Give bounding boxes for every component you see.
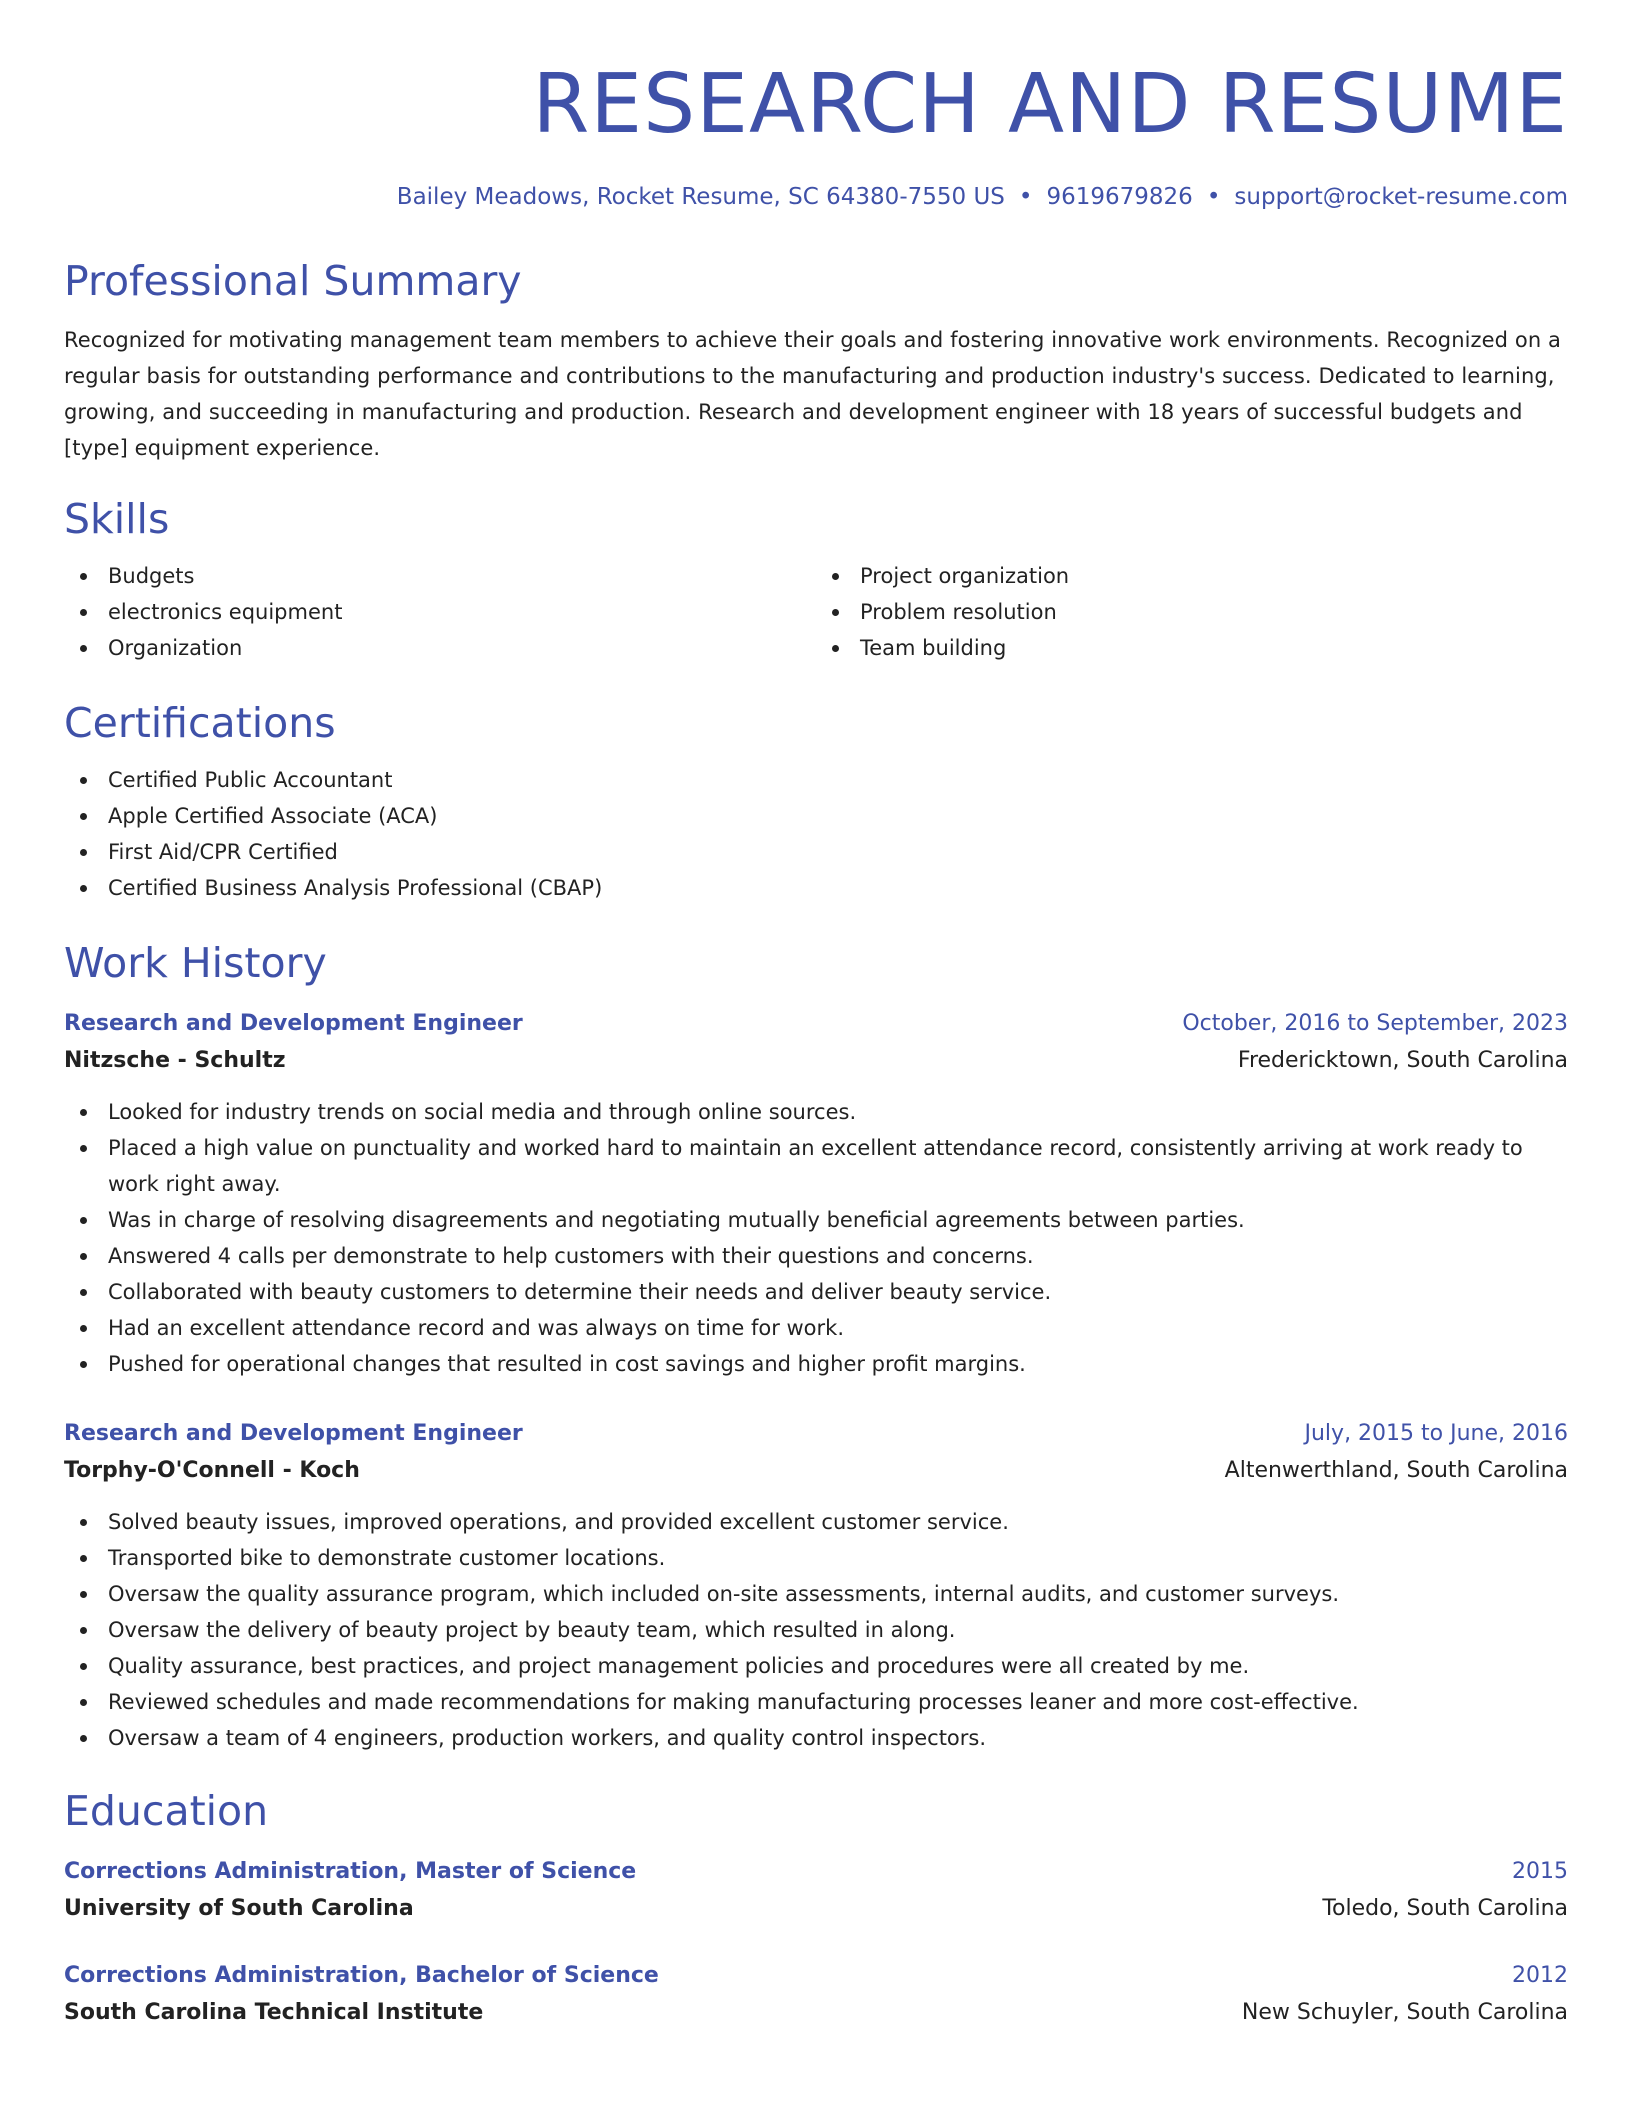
job-entry bbox=[64, 1006, 1568, 1382]
contact-separator: • bbox=[1018, 184, 1033, 210]
education-school: University of South Carolina bbox=[64, 1896, 414, 1921]
summary-heading: Professional Summary bbox=[64, 257, 522, 305]
work-history-section bbox=[64, 938, 1568, 1756]
contact-phone: 9619679826 bbox=[1046, 184, 1193, 210]
skills-section bbox=[64, 494, 1568, 666]
certifications-list bbox=[64, 762, 1568, 906]
education-degree: Corrections Administration, Bachelor of Science bbox=[64, 1963, 659, 1988]
education-degree: Corrections Administration, Master of Science bbox=[64, 1859, 637, 1884]
education-location: Toledo, South Carolina bbox=[1322, 1896, 1568, 1921]
job-duties-list bbox=[64, 1094, 1568, 1382]
education-degree-row bbox=[64, 1854, 1568, 1890]
job-duty-item: Reviewed schedules and made recommendations for making manufacturing processes leaner and more cost-effective. bbox=[64, 1684, 1568, 1720]
skills-grid bbox=[64, 558, 1568, 666]
contact-separator: • bbox=[1206, 184, 1221, 210]
job-dates: July, 2015 to June, 2016 bbox=[1304, 1421, 1568, 1446]
job-title: Research and Development Engineer bbox=[64, 1011, 523, 1036]
job-duty-item: Collaborated with beauty customers to determine their needs and deliver beauty service. bbox=[64, 1274, 1568, 1310]
skill-item: electronics equipment bbox=[64, 594, 816, 630]
job-company: Torphy-O'Connell - Koch bbox=[64, 1458, 360, 1483]
job-duty-item: Was in charge of resolving disagreements and negotiating mutually beneficial agreements between parties. bbox=[64, 1202, 1568, 1238]
job-dates: October, 2016 to September, 2023 bbox=[1182, 1011, 1568, 1036]
skill-item: Project organization bbox=[816, 558, 1568, 594]
contact-line bbox=[64, 182, 1568, 212]
skill-item: Organization bbox=[64, 630, 816, 666]
job-duty-item: Quality assurance, best practices, and project management policies and procedures were all created by me. bbox=[64, 1648, 1568, 1684]
job-duty-item: Answered 4 calls per demonstrate to help customers with their questions and concerns. bbox=[64, 1238, 1568, 1274]
job-duty-item: Had an excellent attendance record and was always on time for work. bbox=[64, 1310, 1568, 1346]
certification-item: First Aid/CPR Certified bbox=[64, 834, 1568, 870]
education-year: 2015 bbox=[1512, 1859, 1568, 1884]
education-section bbox=[64, 1786, 1568, 2032]
certifications-heading: Certifications bbox=[64, 699, 336, 747]
job-title-row bbox=[64, 1006, 1568, 1042]
job-duty-item: Placed a high value on punctuality and worked hard to maintain an excellent attendance record, consistently arriving at work ready to work right away. bbox=[64, 1130, 1568, 1202]
job-entry bbox=[64, 1416, 1568, 1756]
education-heading: Education bbox=[64, 1787, 269, 1835]
education-school-row bbox=[64, 1890, 1568, 1928]
job-location: Fredericktown, South Carolina bbox=[1237, 1048, 1568, 1073]
skills-list-right bbox=[816, 558, 1568, 666]
job-duty-item: Oversaw the quality assurance program, which included on-site assessments, internal audits, and customer surveys. bbox=[64, 1576, 1568, 1612]
summary-text: Recognized for motivating management team members to achieve their goals and fostering innovative work environments. Recognized on a regular basis for outstanding performance and contributions to the manufacturing and production industry's success. Dedicated to learning, growing, and succeeding in manufacturing and production. Research and development engineer with 18 years of successful budgets and [type] equipment experience. bbox=[64, 328, 1561, 460]
job-duty-item: Looked for industry trends on social media and through online sources. bbox=[64, 1094, 1568, 1130]
education-school: South Carolina Technical Institute bbox=[64, 2000, 484, 2025]
education-entry bbox=[64, 1958, 1568, 2032]
job-duty-item: Oversaw a team of 4 engineers, production workers, and quality control inspectors. bbox=[64, 1720, 1568, 1756]
certifications-section bbox=[64, 698, 1568, 906]
job-company: Nitzsche - Schultz bbox=[64, 1048, 286, 1073]
job-duty-item: Solved beauty issues, improved operations, and provided excellent customer service. bbox=[64, 1504, 1568, 1540]
job-title: Research and Development Engineer bbox=[64, 1421, 523, 1446]
education-entry bbox=[64, 1854, 1568, 1928]
job-duty-item: Pushed for operational changes that resulted in cost savings and higher profit margins. bbox=[64, 1346, 1568, 1382]
job-title-row bbox=[64, 1416, 1568, 1452]
page-title: RESEARCH AND RESUME bbox=[532, 57, 1568, 152]
resume-header bbox=[64, 58, 1568, 212]
education-year: 2012 bbox=[1512, 1963, 1568, 1988]
certification-item: Certified Public Accountant bbox=[64, 762, 1568, 798]
skills-heading: Skills bbox=[64, 495, 170, 543]
certification-item: Certified Business Analysis Professional (CBAP) bbox=[64, 870, 1568, 906]
education-degree-row bbox=[64, 1958, 1568, 1994]
job-duty-item: Transported bike to demonstrate customer locations. bbox=[64, 1540, 1568, 1576]
skill-item: Problem resolution bbox=[816, 594, 1568, 630]
certification-item: Apple Certified Associate (ACA) bbox=[64, 798, 1568, 834]
skill-item: Team building bbox=[816, 630, 1568, 666]
summary-section bbox=[64, 256, 1568, 466]
skills-list-left bbox=[64, 558, 816, 666]
skill-item: Budgets bbox=[64, 558, 816, 594]
contact-email: support@rocket-resume.com bbox=[1234, 184, 1568, 210]
work-history-heading: Work History bbox=[64, 939, 327, 987]
job-location: Altenwerthland, South Carolina bbox=[1224, 1458, 1568, 1483]
job-company-row bbox=[64, 1452, 1568, 1490]
job-duty-item: Oversaw the delivery of beauty project by beauty team, which resulted in along. bbox=[64, 1612, 1568, 1648]
education-location: New Schuyler, South Carolina bbox=[1241, 2000, 1568, 2025]
contact-address: Bailey Meadows, Rocket Resume, SC 64380-7550 US bbox=[396, 184, 1005, 210]
education-school-row bbox=[64, 1994, 1568, 2032]
job-company-row bbox=[64, 1042, 1568, 1080]
job-duties-list bbox=[64, 1504, 1568, 1756]
